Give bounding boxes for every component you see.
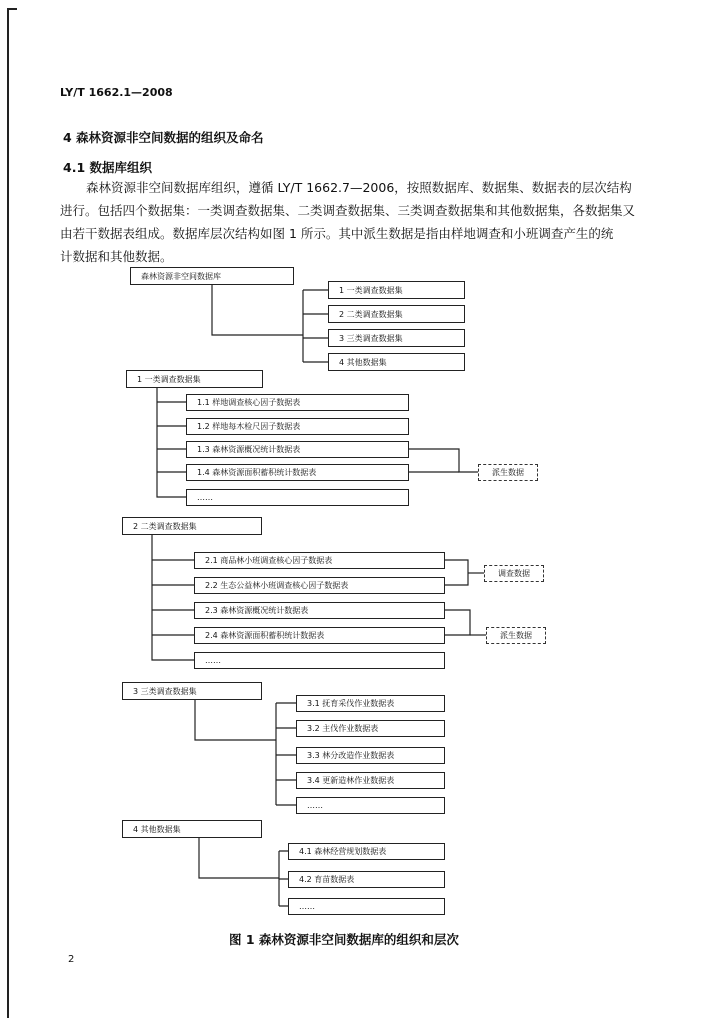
paragraph-line: 进行。包括四个数据集：一类调查数据集、二类调查数据集、三类调查数据集和其他数据集，各数据集又 (60, 203, 636, 218)
group3-table-3: 3.3 林分改造作业数据表 (296, 747, 445, 764)
overview-dataset-3: 3 三类调查数据集 (328, 329, 465, 347)
group4-table-more: …… (288, 898, 445, 915)
section-title: 4 森林资源非空间数据的组织及命名 (63, 130, 264, 145)
standard-code: LY/T 1662.1—2008 (60, 86, 173, 99)
overview-dataset-2: 2 二类调查数据集 (328, 305, 465, 323)
group1-title-box: 1 一类调查数据集 (126, 370, 263, 388)
group2-table-2: 2.2 生态公益林小班调查核心因子数据表 (194, 577, 445, 594)
group3-title-box: 3 三类调查数据集 (122, 682, 262, 700)
group2-title-box: 2 二类调查数据集 (122, 517, 262, 535)
group2-table-more: …… (194, 652, 445, 669)
subsection-title: 4.1 数据库组织 (63, 160, 152, 175)
group1-table-4: 1.4 森林资源面积蓄积统计数据表 (186, 464, 409, 481)
group2-table-4: 2.4 森林资源面积蓄积统计数据表 (194, 627, 445, 644)
group1-table-more: …… (186, 489, 409, 506)
group2-table-3: 2.3 森林资源概况统计数据表 (194, 602, 445, 619)
group2-derived-data-label: 派生数据 (486, 627, 546, 644)
group4-table-2: 4.2 育苗数据表 (288, 871, 445, 888)
group4-title-box: 4 其他数据集 (122, 820, 262, 838)
group3-table-4: 3.4 更新造林作业数据表 (296, 772, 445, 789)
group3-table-2: 3.2 主伐作业数据表 (296, 720, 445, 737)
group1-table-1: 1.1 样地调查核心因子数据表 (186, 394, 409, 411)
page-number: 2 (68, 954, 75, 965)
group1-table-2: 1.2 样地每木检尺因子数据表 (186, 418, 409, 435)
overview-dataset-4: 4 其他数据集 (328, 353, 465, 371)
group2-survey-data-label: 调查数据 (484, 565, 544, 582)
group1-derived-data-label: 派生数据 (478, 464, 538, 481)
group1-table-3: 1.3 森林资源概况统计数据表 (186, 441, 409, 458)
root-database-box: 森林资源非空间数据库 (130, 267, 294, 285)
group2-table-1: 2.1 商品林小班调查核心因子数据表 (194, 552, 445, 569)
group3-table-1: 3.1 抚育采伐作业数据表 (296, 695, 445, 712)
paragraph-line: 森林资源非空间数据库组织，遵循 LY/T 1662.7—2006，按照数据库、数据集、数据表的层次结构 (86, 180, 632, 195)
group3-table-more: …… (296, 797, 445, 814)
overview-dataset-1: 1 一类调查数据集 (328, 281, 465, 299)
paragraph-line: 由若干数据表组成。数据库层次结构如图 1 所示。其中派生数据是指由样地调查和小班调查产生的统 (60, 226, 614, 241)
paragraph-line: 计数据和其他数据。 (60, 249, 173, 264)
figure-caption: 图 1 森林资源非空间数据库的组织和层次 (229, 932, 459, 947)
group4-table-1: 4.1 森林经营规划数据表 (288, 843, 445, 860)
